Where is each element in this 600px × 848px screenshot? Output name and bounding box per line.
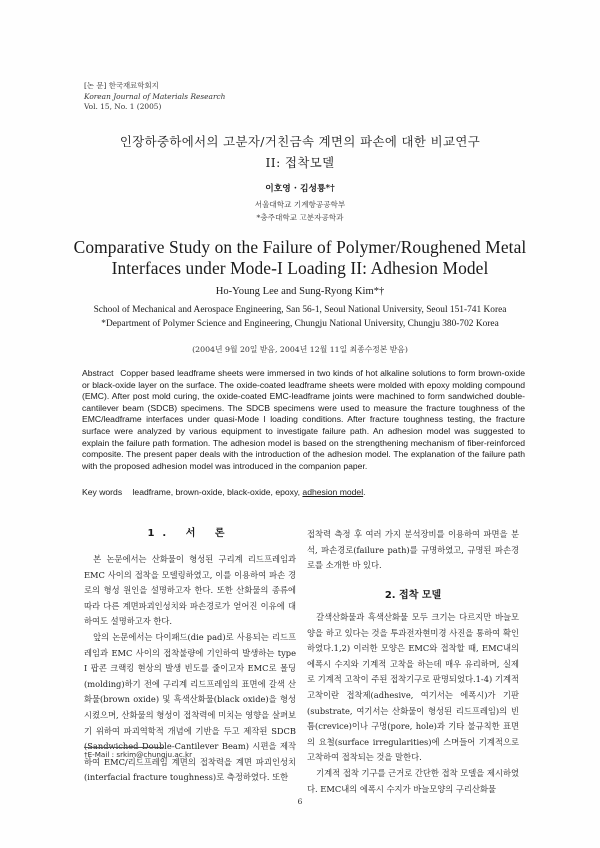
keywords-label: Key words (82, 487, 123, 497)
english-title-line-1: Comparative Study on the Failure of Polymer/Roughened Metal (73, 237, 527, 257)
page-number: 6 (297, 797, 303, 806)
keywords-text: leadframe, brown-oxide, black-oxide, epoxy, (132, 487, 301, 497)
journal-header (84, 81, 225, 113)
korean-title-line-1: 인장하중하에서의 고분자/거친금속 계면의 파손에 대한 비교연구 (119, 134, 481, 149)
section-1-paragraph-3: 접착력 측정 후 여러 가지 분석장비를 이용하여 파면을 분석, 파손경로(failure path)를 규명하였고, 규명된 파손경로를 소개한 바 있다. (307, 529, 519, 571)
korean-affiliation-2: *충주대학교 고분자공학과 (256, 213, 344, 222)
section-2-body (307, 610, 519, 797)
english-affiliation-1: School of Mechanical and Aerospace Engineering, San 56-1, Seoul National University, Seoul 151-741 Korea (93, 305, 507, 315)
english-affiliation-2: *Department of Polymer Science and Engineering, Chungju National University, Chungju 380-702 Korea (101, 319, 499, 329)
footnote-rule (84, 747, 164, 748)
korean-authors: 이호영 · 김성룡*† (265, 184, 335, 194)
journal-line-1: [논 문] 한국재료학회지 (84, 81, 159, 90)
received-dates: (2004년 9월 20일 받음, 2004년 12월 11일 최종수정본 받음) (192, 345, 408, 354)
footnote-email: †E-Mail : srkim@chungju.ac.kr (84, 750, 193, 759)
keywords (82, 487, 525, 497)
keywords-end: . (363, 487, 366, 497)
keywords-underlined: adhesion model (302, 487, 364, 497)
journal-line-2: Korean Journal of Materials Research (84, 91, 226, 101)
right-column-continued (307, 527, 519, 574)
abstract-label: Abstract (82, 368, 114, 378)
section-2-paragraph-2: 기계적 접착 기구를 근거로 간단한 접착 모델을 제시하였다. EMC내의 에폭시 수지가 바늘모양의 구리산화물 (307, 767, 519, 794)
section-2-paragraph-1: 갈색산화물과 흑색산화물 모두 크기는 다르지만 바늘모양을 하고 있다는 것을 투과전자현미경 사진을 통하여 확인하였다.1,2) 이러한 모양은 EMC와 접착할 때, EMC내의 에폭시 수지와 기계적 고착을 하는데 매우 유리하며, 실제로 기계적 고착이 주된 접착기구로 판명되었다.1-4) 기계적 고착이란 접착제(adhesive, 여기서는 에폭시)가 기판(substrate, 여기서는 산화물이 형성된 리드프레임)의 빈틈(crevice)이나 구멍(pore, hole)과 기타 불규칙한 표면의 요철(surface irregularities)에 스며들어 기계적으로 고착하여 접착되는 것을 말한다. (307, 612, 519, 763)
section-1-paragraph-1: 본 논문에서는 산화물이 형성된 구리계 리드프레임과 EMC 사이의 접착을 모델링하였고, 이를 이용하여 파손 경로의 형성 원인을 설명하고자 한다. 또한 산화물의 종류에 따라 다른 계면파괴인성치와 파손경로가 얻어진 이유에 대하여도 설명하고자 한다. (84, 554, 296, 627)
abstract (82, 368, 525, 472)
section-2-heading: 2. 접착 모델 (384, 590, 442, 601)
english-title-line-2: Interfaces under Mode-I Loading II: Adhesion Model (111, 258, 489, 278)
korean-title-line-2: II: 접착모델 (265, 155, 335, 170)
section-1-heading: 1. 서 론 (147, 528, 233, 539)
section-1-paragraph-2: 앞의 논문에서는 다이패드(die pad)로 사용되는 리드프레임과 EMC 사이의 접착불량에 기인하여 발생하는 type I 팝콘 크랙킹 현상의 발생 빈도를 줄이고자 EMC로 몰딩(molding)하기 전에 구리계 리드프레임의 표면에 갈색 산화물(brown oxide) 및 흑색산화물(black oxide)을 형성시켰으며, 산화물의 형성이 접착력에 미치는 영향을 살펴보기 위하여 파괴역학적 개념에 기반을 두고 제작된 SDCB (Sandwiched Double-Cantilever Beam) 시편을 제작하여 EMC/리드프레임 계면의 접착력을 계면 파괴인성치(interfacial fracture toughness)로 측정하였다. 또한 (84, 631, 296, 783)
english-authors: Ho-Young Lee and Sung-Ryong Kim*† (215, 286, 385, 297)
korean-affiliation-1: 서울대학교 기계항공공학부 (254, 200, 346, 209)
abstract-text: Copper based leadframe sheets were immersed in two kinds of hot alkaline solutions to form brown-oxide or black-oxide layer on the surface. The oxide-coated leadframe sheets were molded with epoxy molding compound (EMC). After post mold curing, the oxide-coated EMC-leadframe joints were machined to form sandwiched double-cantilever beam (SDCB) specimens. The SDCB specimens were used to measure the fracture toughness of the EMC/leadframe interfaces under quasi-Mode I loading conditions. After fracture toughness testing, the fracture surface were analyzed by various equipment to investigate failure path. An adhesion model was suggested to explain the failure path formation. The adhesion model is based on the strengthening mechanism of fiber-reinforced composite. The present paper deals with the introduction of the adhesion model. The explanation of the failure path with the proposed adhesion model was introduced in the companion paper. (82, 368, 526, 471)
journal-line-3: Vol. 15, No. 1 (2005) (84, 102, 162, 111)
